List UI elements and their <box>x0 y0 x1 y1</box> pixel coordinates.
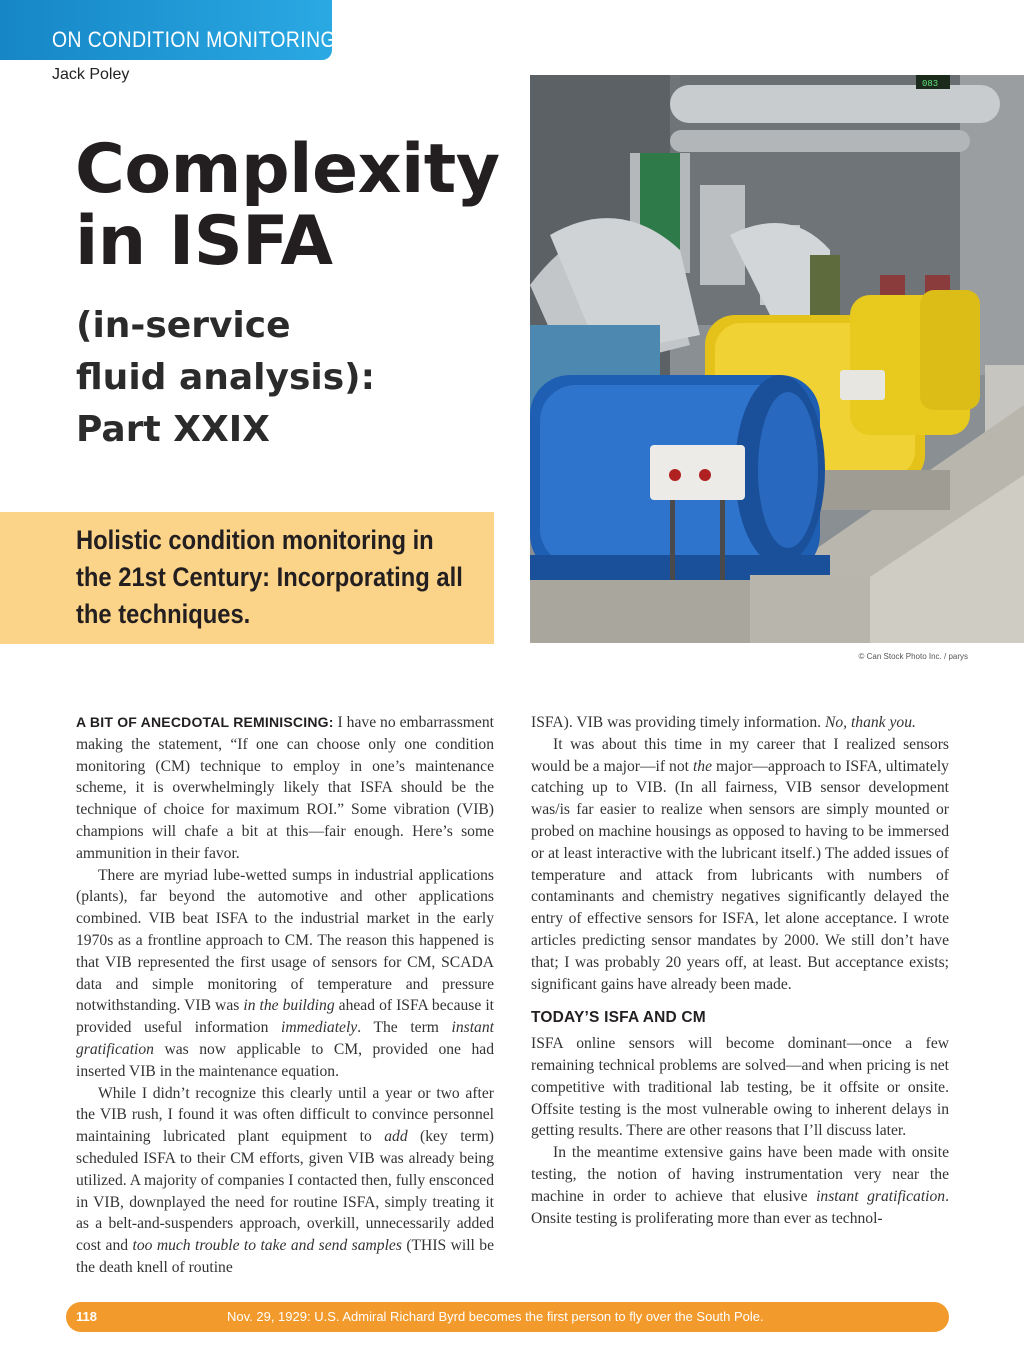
article-deck: Holistic condition monitoring in the 21st Century: Incorporating all the techniques. <box>76 525 463 629</box>
pump-display-readout: 083 <box>922 79 939 89</box>
subtitle-line-2: fluid analysis): <box>76 357 376 398</box>
body-column-left <box>76 712 494 1279</box>
article-subtitle <box>76 300 516 456</box>
article-title <box>75 130 515 281</box>
paragraph-6: ISFA online sensors will become dominant—once a few remaining technical problems are solved—and when pricing is net competitive with traditional lab testing, be it offsite or onsite. Offsite testing is the most vulnerable owing to inherent delays in getting results. There are other reasons that I’ll discuss later. <box>531 1035 949 1140</box>
paragraph-4: ISFA). VIB was providing timely information. No, thank you. <box>531 714 916 731</box>
subtitle-line-1: (in-service <box>76 305 291 346</box>
paragraph-5: It was about this time in my career that I realized sensors would be a major—if not the major—approach to ISFA, ultimately catching up to VIB. (In all fairness, VIB sensor development was/is far easier to realize when sensors are simply mounted or probed on machine housings as opposed to having to be immersed or at least interactive with the lubricant itself.) The added issues of temperature and attack from lubricants with numbers of contaminants and chemistry negatives significantly delayed the entry of effective sensors for ISFA, let alone acceptance. I wrote articles predicting sensor mandates by 2000. We still don’t have that; I was probably 20 years off, at least. But acceptance exists; significant gains have already been made. <box>531 735 949 993</box>
run-in-heading: A BIT OF ANECDOTAL REMINISCING: <box>76 714 334 730</box>
photo-credit: © Can Stock Photo Inc. / parys <box>858 652 968 661</box>
title-line-2: in ISFA <box>75 202 333 281</box>
article-photo <box>530 75 1024 643</box>
paragraph-2: There are myriad lube-wetted sumps in industrial applications (plants), far beyond the automotive and other applications combined. VIB beat ISFA to the industrial market in the early 1970s as a frontline approach to CM. The reason this happened is that VIB represented the first usage of sensors for CM, SCADA data and simple monitoring of temperature and pressure notwithstanding. VIB was in the building ahead of ISFA because it provided useful information immediately. The term instant gratification was now applicable to CM, provided one had inserted VIB in the maintenance equation. <box>76 866 494 1080</box>
body-column-right <box>531 712 949 1229</box>
section-subhead: TODAY’S ISFA AND CM <box>531 1009 706 1027</box>
paragraph-7: In the meantime extensive gains have been made with onsite testing, the notion of having instrumentation very near the machine in order to achieve that elusive instant gratification. Onsite testing is proliferating more than ever as technol- <box>531 1144 949 1227</box>
footer-historical-note: Nov. 29, 1929: U.S. Admiral Richard Byrd becomes the first person to fly over the South Pole. <box>227 1309 764 1324</box>
paragraph-3: While I didn’t recognize this clearly until a year or two after the VIB rush, I found it was often difficult to convince personnel maintaining lubricated plant equipment to add (key term) scheduled ISFA to their CM efforts, given VIB was already being utilized. A majority of companies I contacted then, fully ensconced in VIB, downplayed the need for routine ISFA, simply treating it as a belt-and-suspenders approach, overkill, unnecessarily added cost and too much trouble to take and send samples (THIS will be the death knell of routine <box>76 1084 495 1276</box>
section-tag: ON CONDITION MONITORING <box>52 27 337 52</box>
subtitle-line-3: Part XXIX <box>76 409 270 450</box>
title-line-1: Complexity <box>75 130 500 209</box>
page-number: 118 <box>76 1309 97 1324</box>
paragraph-1: A BIT OF ANECDOTAL REMINISCING: I have no embarrassment making the statement, “If one can choose only one condition monitoring (CM) technique to employ in one’s maintenance scheme, it is overwhelmingly likely that ISFA should be the technique of choice for maximum ROI.” Some vibration (VIB) champions will chafe a bit at this—fair enough. Here’s some ammunition in their favor. <box>76 714 494 862</box>
industrial-pumps-illustration <box>530 75 1024 643</box>
author-name: Jack Poley <box>52 66 130 83</box>
